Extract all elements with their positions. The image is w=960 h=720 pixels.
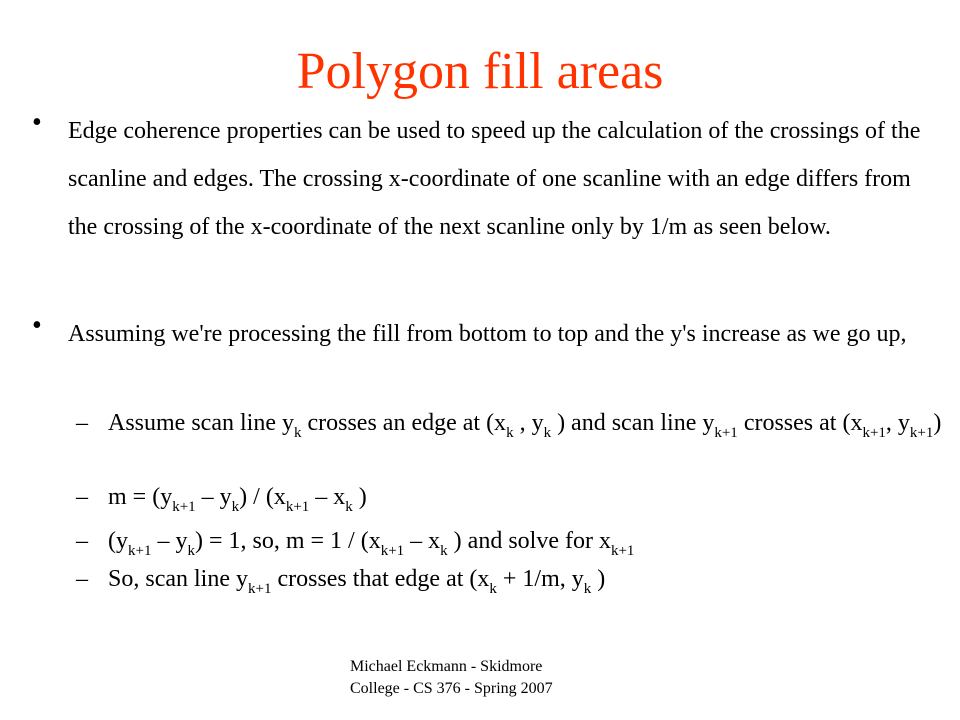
bullet-item-assuming	[32, 310, 932, 358]
dash-icon: –	[76, 484, 88, 510]
footer-line-2: College - CS 376 - Spring 2007	[350, 680, 553, 697]
slide-footer	[350, 656, 553, 700]
sub-bullet-solve	[76, 528, 960, 559]
sub-bullet-slope	[76, 484, 960, 515]
sub-bullet-text: $m = (y_{k+1} - y_k) / (x_{k+1} - x_k$ )	[108, 484, 367, 515]
bullet-icon: •	[32, 310, 42, 341]
sub-bullet-text: So, scan line $y_{k+1}$ crosses that edge at ($x_k + 1/m$, $y_k$ )	[108, 566, 606, 597]
dash-icon: –	[76, 410, 88, 436]
dash-icon: –	[76, 566, 88, 592]
bullet-text: Assuming we're processing the fill from bottom to top and the y's increase as we go up,	[68, 321, 907, 347]
bullet-text: Edge coherence properties can be used to speed up the calculation of the crossings of the scanline and edges. The crossing x-coordinate of one scanline with an edge differs from the crossing of the x-coordinate of the next scanline only by 1/m as seen below.	[68, 118, 921, 240]
slide-title: Polygon fill areas	[296, 43, 664, 100]
sub-bullet-scan-line	[76, 410, 960, 441]
bullet-item-edge-coherence	[32, 107, 932, 251]
sub-bullet-conclusion	[76, 566, 960, 597]
sub-bullet-text: Assume scan line $y_k$ crosses an edge at ($x_k$ , $y_k$ ) and scan line $y_{k+1}$ crosses at ($x_{k+1}$, $y_{k+1}$)	[108, 410, 942, 441]
bullet-icon: •	[32, 107, 42, 138]
dash-icon: –	[76, 528, 88, 554]
footer-line-1: Michael Eckmann - Skidmore	[350, 658, 543, 675]
sub-bullet-text: $(y_{k+1} - y_k) = 1$, so, $m = 1 / (x_{k+1} - x_k$ ) and solve for $x_{k+1}$	[108, 528, 635, 559]
